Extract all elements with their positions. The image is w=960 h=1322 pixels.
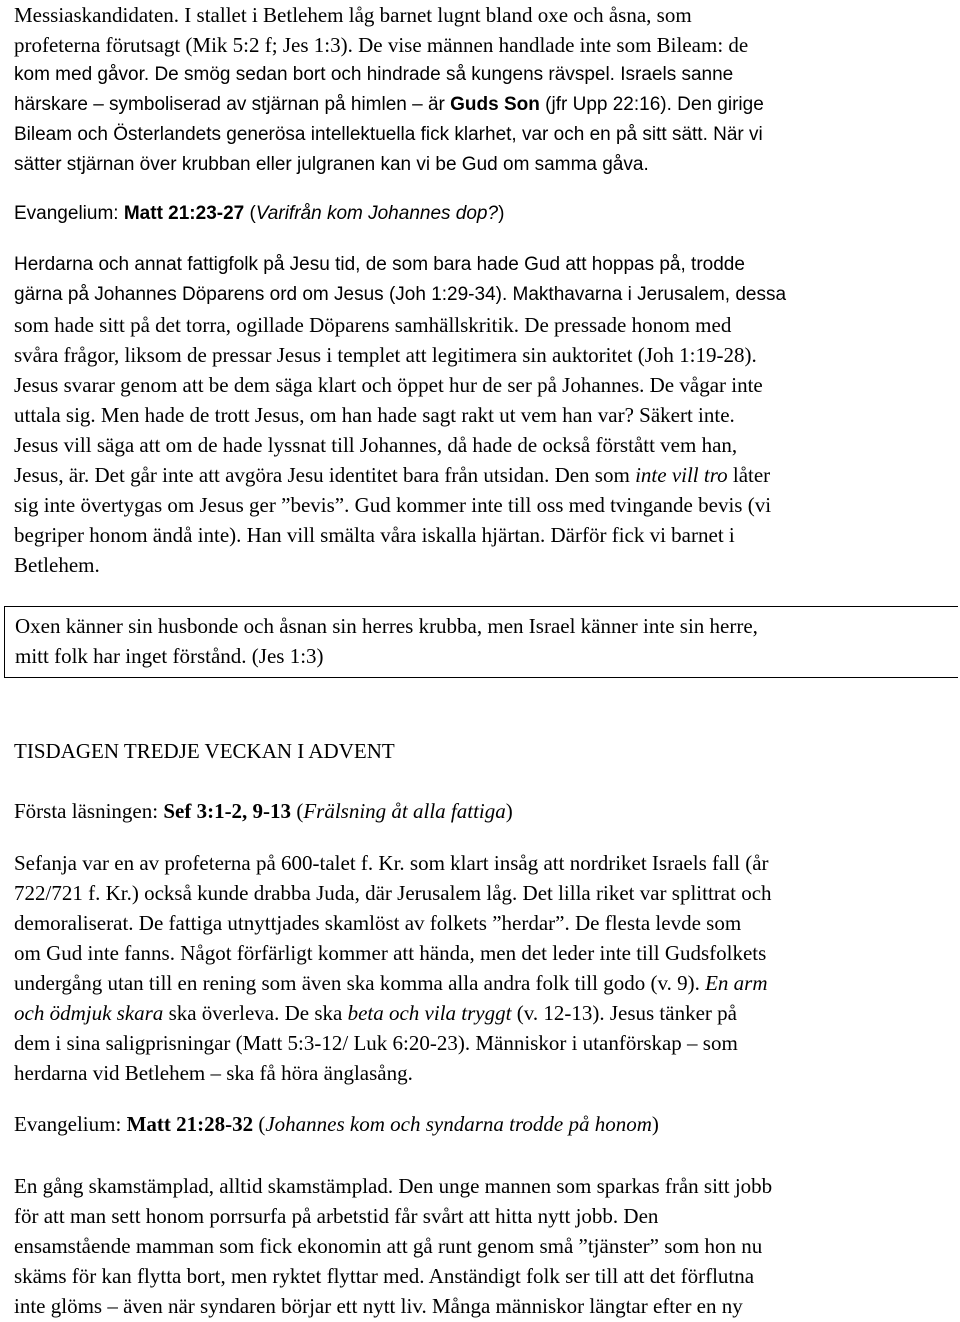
text-line: dem i sina saligprisningar (Matt 5:3-12/ Luk 6:20-23). Människor i utanförskap – som [14,1031,738,1055]
scripture-quote-box [4,606,958,678]
gospel-reference: Evangelium: Matt 21:23-27 (Varifrån kom Johannes dop?) [14,203,505,224]
text-line: ensamstående mamman som fick ekonomin att gå runt genom små ”tjänster” som hon nu [14,1234,763,1258]
text-line: En gång skamstämplad, alltid skamstämplad. Den unge mannen som sparkas från sitt jobb [14,1174,773,1198]
text-line: profeterna förutsagt (Mik 5:2 f; Jes 1:3). De vise männen handlade inte som Bileam: de [14,33,749,57]
text-line: Herdarna och annat fattigfolk på Jesu tid, de som bara hade Gud att hoppas på, trodde [14,254,745,275]
emphasis: inte vill tro [635,463,728,487]
text-line: sätter stjärnan över krubban eller julgranen kan vi be Gud om samma gåva. [14,154,649,175]
intro-paragraph [14,0,944,180]
text-line: Bileam och Österlandets generösa intellektuella fick klarhet, var och en på sitt sätt. När vi [14,124,763,145]
text-line: kom med gåvor. De smög sedan bort och hindrade så kungens rävspel. Israels sanne [14,64,734,85]
text-line: sig inte övertygas om Jesus ger ”bevis”. Gud kommer inte till oss med tvingande bevis (vi [14,493,772,517]
text-line: Jesus vill säga att om de hade lyssnat till Johannes, då hade de också förstått vem han, [14,433,738,457]
emphasis: beta och vila tryggt [347,1001,512,1025]
bold-term: Guds Son [450,94,540,115]
commentary-paragraph [14,250,944,580]
text-line: Jesus svarar genom att be dem säga klart och öppet hur de ser på Johannes. De vågar inte [14,373,763,397]
scripture-ref: Sef 3:1-2, 9-13 [163,799,292,823]
reading-commentary [14,848,944,1088]
reading-title: Johannes kom och syndarna trodde på honom [265,1112,652,1136]
quote-line: mitt folk har inget förstånd. (Jes 1:3) [15,644,324,668]
text-line: uttala sig. Men hade de trott Jesus, om han hade sagt rakt ut vem han var? Säkert inte. [14,403,735,427]
gospel-commentary [14,1171,944,1321]
text-line: gärna på Johannes Döparens ord om Jesus (Joh 1:29-34). Makthavarna i Jerusalem, dessa [14,284,787,305]
text-line: Jesus, är. Det går inte att avgöra Jesu identitet bara från utsidan. Den som inte vill tro låter [14,463,771,487]
text-line: för att man sett honom porrsurfa på arbetstid får svårt att hitta nytt jobb. Den [14,1204,659,1228]
text-line: som hade sitt på det torra, ogillade Döparens samhällskritik. De pressade honom med [14,313,732,337]
day-heading: TISDAGEN TREDJE VECKAN I ADVENT [14,739,395,763]
text-line: och ödmjuk skara ska överleva. De ska beta och vila tryggt (v. 12-13). Jesus tänker på [14,1001,737,1025]
reading-title: Frälsning åt alla fattiga [303,799,506,823]
reading-title: Varifrån kom Johannes dop? [255,203,499,224]
text-line: Betlehem. [14,553,100,577]
text-line: undergång utan till en rening som även ska komma alla andra folk till godo (v. 9). En arm [14,971,768,995]
text-line: herdarna vid Betlehem – ska få höra änglasång. [14,1061,413,1085]
quote-line: Oxen känner sin husbonde och åsnan sin herres krubba, men Israel känner inte sin herre, [15,614,758,638]
text-line: svåra frågor, liksom de pressar Jesus i templet att legitimera sin auktoritet (Joh 1:19-28). [14,343,757,367]
text-line: inte glöms – även när syndaren börjar ett nytt liv. Många människor längtar efter en ny [14,1294,743,1318]
text-line: härskare – symboliserad av stjärnan på himlen – är Guds Son (jfr Upp 22:16). Den girige [14,94,764,115]
first-reading-reference: Första läsningen: Sef 3:1-2, 9-13 (Frälsning åt alla fattiga) [14,799,513,823]
section-heading [14,736,944,766]
text-line: 722/721 f. Kr.) också kunde drabba Juda, där Jerusalem låg. Det lilla riket var splittrat och [14,881,772,905]
text-line: om Gud inte fanns. Något förfärligt kommer att hända, men det leder inte till Gudsfolkets [14,941,767,965]
emphasis: En arm [705,971,768,995]
text-line: Messiaskandidaten. I stallet i Betlehem låg barnet lugnt bland oxe och åsna, som [14,3,692,27]
text-line: begriper honom ändå inte). Han vill smälta våra iskalla hjärtan. Därför fick vi barnet i [14,523,735,547]
text-line: demoraliserat. De fattiga utnyttjades skamlöst av folkets ”herdar”. De flesta levde som [14,911,742,935]
scripture-ref: Matt 21:23-27 [123,203,245,224]
text-line: Sefanja var en av profeterna på 600-talet f. Kr. som klart insåg att nordriket Israels fall (år [14,851,769,875]
gospel-reference: Evangelium: Matt 21:28-32 (Johannes kom och syndarna trodde på honom) [14,1112,659,1136]
text-line: skäms för kan flytta bort, men ryktet flyttar med. Anständigt folk ser till att det förflutna [14,1264,755,1288]
scripture-ref: Matt 21:28-32 [126,1112,254,1136]
emphasis: och ödmjuk skara [14,1001,164,1025]
